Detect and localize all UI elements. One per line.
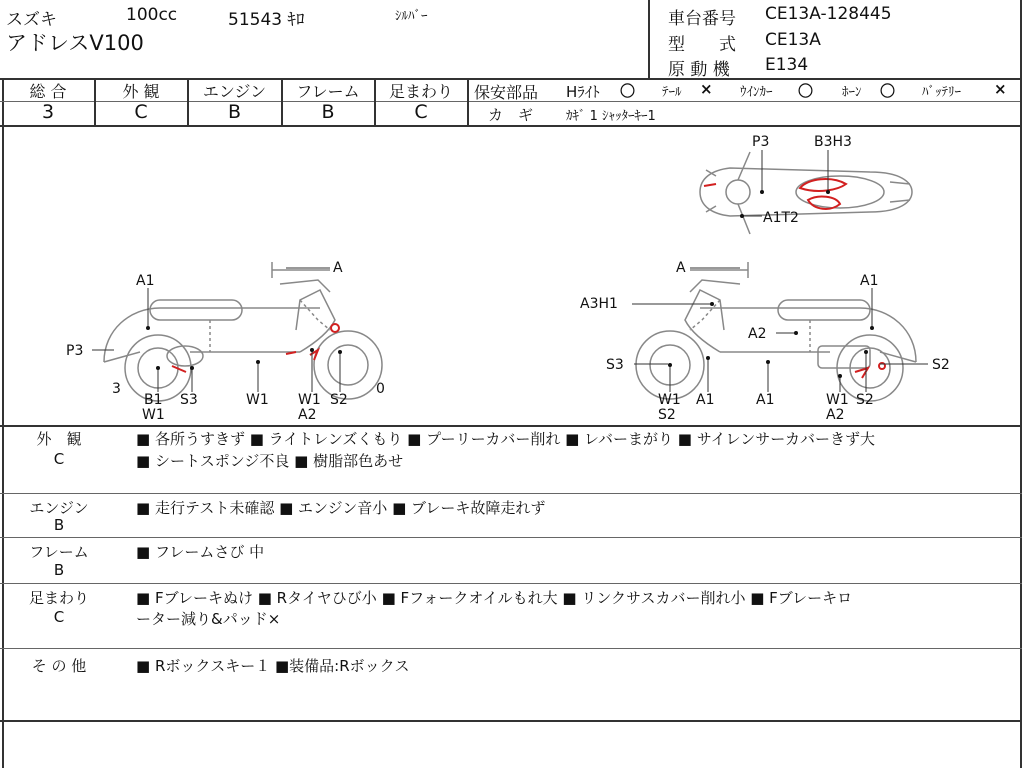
right-leaders [632, 268, 928, 392]
top-damage-marks [704, 179, 846, 209]
diag-right-w1: W1 [658, 392, 681, 408]
grade-header-engine: エンジン [202, 82, 267, 101]
section-text-engine: ■ 走行テスト未確認 ■ エンジン音小 ■ ブレーキ故障走れず [136, 499, 546, 517]
diag-right-a3h1: A3H1 [580, 296, 618, 312]
diag-right-w1b: W1 [826, 392, 849, 408]
right-dots [668, 302, 874, 378]
diag-right-a2: A2 [748, 326, 767, 342]
diag-right-s3: S3 [606, 357, 624, 373]
mileage: 51543 ｷﾛ [228, 10, 305, 30]
section-divider [0, 493, 1022, 494]
section-text-exterior: ■ 各所うすきず ■ ライトレンズくもり ■ プーリーカバー削れ ■ レバーまがり ■ サイレンサーカバーきず大 [136, 430, 875, 448]
section-grade-exterior: C [53, 450, 65, 468]
maker: スズキ [6, 10, 57, 30]
key-label: カ ギ [488, 106, 534, 124]
diag-top-a1t2: A1T2 [763, 210, 799, 226]
section-divider [0, 583, 1022, 584]
frame-no-label: 車台番号 [668, 9, 736, 29]
diag-left-a1: A1 [136, 273, 155, 289]
diag-left-w1a: W1 [298, 392, 321, 408]
diag-left-a: A [333, 260, 343, 276]
section-label-engine: エンジン [29, 499, 89, 517]
diag-top-p3: P3 [752, 134, 770, 150]
notes-top-border [0, 425, 1022, 427]
diag-left-w1b: W1 [142, 407, 165, 423]
diag-left-p3: P3 [66, 343, 84, 359]
grade-header-suspension: 足まわり [388, 82, 453, 101]
grade-value-exterior: C [134, 101, 148, 123]
diag-right-a1b: A1 [696, 392, 715, 408]
section-divider [0, 537, 1022, 538]
section-label-exterior: 外 観 [36, 430, 82, 448]
diag-right-s2: S2 [658, 407, 676, 423]
safety-tail-mark: × [700, 80, 713, 98]
diag-right-a1c: A1 [756, 392, 775, 408]
grade-header-overall: 総 合 [29, 82, 67, 101]
diag-left-num3: 3 [112, 381, 121, 397]
safety-battery: ﾊﾞｯﾃﾘｰ [922, 85, 961, 100]
diag-left-num0: 0 [376, 381, 385, 397]
diag-left-a2: A2 [298, 407, 317, 423]
displacement: 100cc [126, 5, 178, 25]
diag-left-w1: W1 [246, 392, 269, 408]
key-value: ｶｷﾞ 1 ｼｬｯﾀｰｷｰ1 [566, 109, 656, 124]
engine-label: 原 動 機 [668, 60, 730, 80]
grade-col-divider [467, 78, 469, 125]
section-text-suspension: ーター減り&パッド× [136, 610, 281, 628]
section-text-exterior: ■ シートスポンジ不良 ■ 樹脂部色あせ [136, 452, 404, 470]
right-border [1020, 0, 1022, 768]
safety-winker-mark: 〇 [798, 82, 814, 100]
safety-label: 保安部品 [474, 83, 539, 102]
grade-value-engine: B [227, 101, 242, 123]
safety-winker: ｳｲﾝｶｰ [740, 85, 773, 100]
section-grade-engine: B [53, 516, 65, 534]
section-divider [0, 648, 1022, 649]
safety-row-divider [468, 101, 1020, 102]
section-text-suspension: ■ Fブレーキぬけ ■ Rタイヤひび小 ■ Fフォークオイルもれ大 ■ リンクサスカバー削れ小 ■ Fブレーキロ [136, 589, 853, 607]
diag-right-a2b: A2 [826, 407, 845, 423]
safety-horn: ﾎｰﾝ [842, 85, 862, 100]
section-text-frame: ■ フレームさび 中 [136, 543, 265, 561]
section-text-other: ■ Rボックスキー１ ■装備品:Rボックス [136, 657, 410, 675]
top-view [700, 152, 912, 234]
diag-right-s2r: S2 [932, 357, 950, 373]
diag-right-a1: A1 [860, 273, 879, 289]
diag-top-b3h3: B3H3 [814, 134, 852, 150]
model-name: アドレスV100 [6, 31, 144, 55]
type-label: 型 式 [668, 35, 736, 55]
grade-header-frame: フレーム [296, 82, 360, 101]
notes-bottom-border [0, 720, 1022, 722]
section-label-other: そ の 他 [31, 657, 87, 675]
grade-value-overall: 3 [41, 101, 55, 123]
section-label-suspension: 足まわり [28, 589, 89, 607]
grade-header-exterior: 外 観 [122, 82, 160, 101]
color: ｼﾙﾊﾞｰ [395, 9, 428, 24]
safety-horn-mark: 〇 [880, 82, 896, 100]
diag-right-s2b: S2 [856, 392, 874, 408]
grade-value-suspension: C [414, 101, 428, 123]
safety-tail: ﾃｰﾙ [662, 85, 682, 100]
engine-value: E134 [765, 55, 809, 75]
grade-value-frame: B [321, 101, 335, 123]
diag-left-s3: S3 [180, 392, 198, 408]
safety-headlight-mark: 〇 [620, 82, 636, 100]
safety-battery-mark: × [994, 80, 1007, 98]
header-divider [648, 0, 650, 78]
safety-headlight: Hﾗｲﾄ [566, 83, 600, 101]
diag-right-a: A [676, 260, 686, 276]
frame-no: CE13A-128445 [765, 4, 892, 24]
section-grade-suspension: C [53, 608, 65, 626]
diag-left-s2: S2 [330, 392, 348, 408]
type-value: CE13A [765, 30, 821, 50]
section-label-frame: フレーム [29, 543, 89, 561]
section-grade-frame: B [53, 561, 65, 579]
left-leaders [92, 268, 340, 392]
diag-left-b1: B1 [144, 392, 163, 408]
damage-diagram [0, 126, 1020, 424]
